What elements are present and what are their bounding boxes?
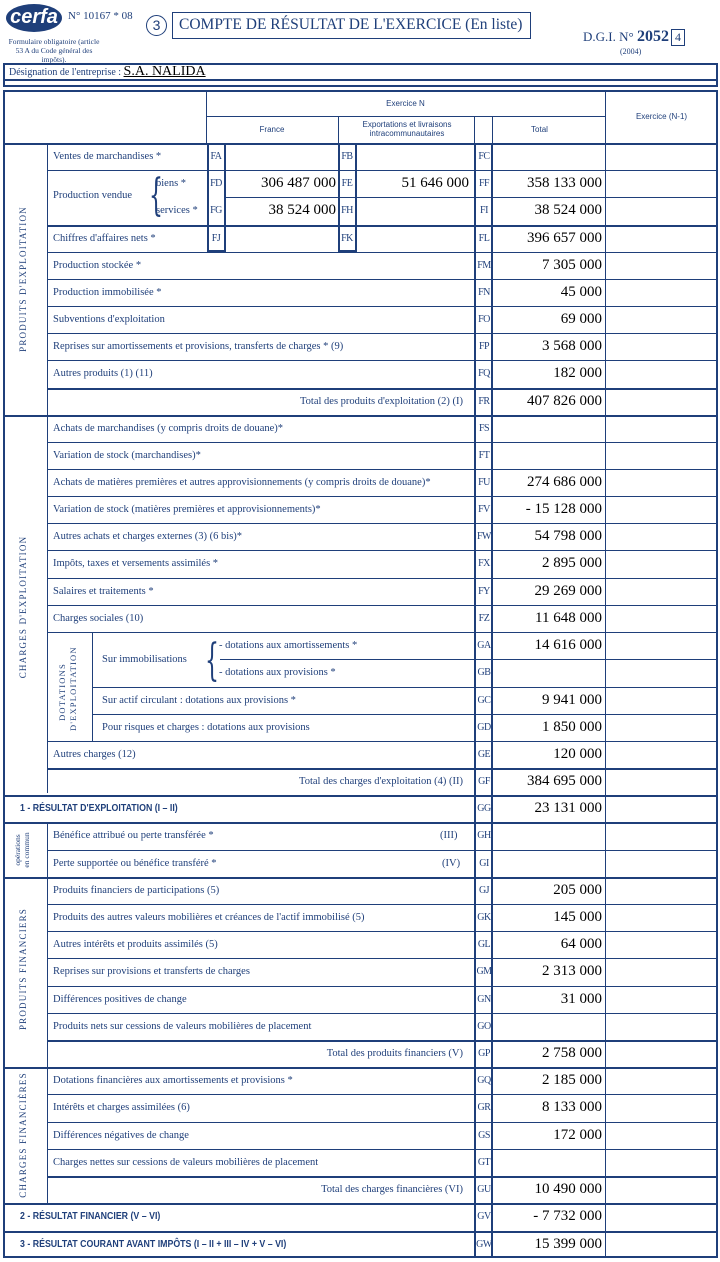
code-GL: GL (477, 939, 491, 950)
label-GF: Total des charges d'exploitation (4) (II) (299, 776, 463, 787)
form-number: N° 10167 * 08 (68, 10, 133, 22)
value-export-services[interactable] (357, 197, 469, 224)
label-FM: Production stockée * (53, 260, 142, 271)
code-GU: GU (477, 1184, 491, 1195)
value-export-ca[interactable] (357, 225, 469, 252)
section-charges-financieres: CHARGES FINANCIÈRES (18, 1072, 28, 1198)
page-number-circle: 3 (146, 15, 167, 36)
label-services: services * (156, 205, 198, 216)
value-total-GM[interactable]: 2 313 000 (542, 963, 602, 979)
value-total-FQ[interactable]: 182 000 (553, 365, 602, 381)
code-GP: GP (478, 1048, 490, 1059)
code-GV: GV (477, 1211, 491, 1222)
designation-extra-line (3, 79, 718, 87)
code-GF: GF (478, 776, 490, 787)
code-FX: FX (478, 558, 490, 569)
value-total-GD[interactable]: 1 850 000 (542, 719, 602, 735)
code-GT: GT (477, 1157, 491, 1168)
value-export-ventes[interactable] (357, 143, 469, 170)
value-total-GQ[interactable]: 2 185 000 (542, 1072, 602, 1088)
code-FT: FT (478, 450, 490, 461)
code-GB: GB (477, 667, 491, 678)
value-total-FZ[interactable]: 11 648 000 (535, 610, 602, 626)
code-FR: FR (478, 396, 490, 407)
row-line (47, 605, 718, 606)
dgi-box: 4 (671, 29, 685, 46)
code-FG: FG (210, 205, 222, 216)
value-total-GO[interactable] (493, 1013, 602, 1040)
roman-IV: (IV) (442, 858, 461, 869)
dgi-reference (583, 28, 685, 46)
value-france-biens[interactable]: 306 487 000 (261, 175, 336, 191)
label-GO: Produits nets sur cessions de valeurs mobilières de placement (53, 1021, 312, 1032)
label-FU: Achats de matières premières et autres approvisionnements (y compris droits de douane)* (53, 477, 431, 488)
header-export: Exportations et livraisons intracommunautaires (362, 120, 452, 138)
section-col-divider-2 (47, 823, 48, 1205)
label-GN: Différences positives de change (53, 994, 187, 1005)
value-total-GN[interactable]: 31 000 (560, 991, 602, 1007)
header-france: France (259, 125, 285, 134)
company-name[interactable]: S.A. NALIDA (123, 64, 206, 79)
brace-icon: { (205, 635, 219, 686)
label-GE: Autres charges (12) (53, 749, 136, 760)
value-total-GW[interactable]: 15 399 000 (534, 1236, 602, 1252)
code-GO: GO (477, 1021, 491, 1032)
code-FM: FM (477, 260, 491, 271)
operations-line1: opérations (13, 834, 22, 866)
value-total-GP[interactable]: 2 758 000 (542, 1045, 602, 1061)
label-FS: Achats de marchandises (y compris droits de douane)* (53, 423, 284, 434)
row-line (47, 632, 718, 633)
value-total-FY[interactable]: 29 269 000 (534, 583, 602, 599)
label-GB: - dotations aux provisions * (219, 667, 336, 678)
value-total-FC[interactable] (493, 143, 602, 170)
code-FY: FY (478, 586, 490, 597)
code-GJ: GJ (478, 885, 490, 896)
code-FQ: FQ (478, 368, 490, 379)
label-GQ: Dotations financières aux amortissements et provisions * (53, 1075, 293, 1086)
label-GC: Sur actif circulant : dotations aux provisions * (102, 695, 296, 706)
label-GG: 1 - RÉSULTAT D'EXPLOITATION (I – II) (20, 803, 178, 814)
label-GM: Reprises sur provisions et transferts de charges (53, 966, 250, 977)
brace-icon: { (149, 170, 163, 221)
label-GT: Charges nettes sur cessions de valeurs mobilières de placement (53, 1157, 319, 1168)
page-title (172, 12, 531, 39)
section-produits-financiers: PRODUITS FINANCIERS (18, 907, 28, 1031)
code-GK: GK (477, 912, 491, 923)
code-FJ: FJ (211, 233, 221, 244)
code-FH: FH (341, 205, 353, 216)
label-ventes: Ventes de marchandises * (53, 151, 162, 162)
value-france-ca[interactable] (226, 225, 336, 252)
section-charges-exploitation: CHARGES D'EXPLOITATION (18, 535, 28, 679)
value-total-GB[interactable] (493, 659, 602, 686)
value-total-GS[interactable]: 172 000 (553, 1127, 602, 1143)
value-total-GG[interactable]: 23 131 000 (534, 800, 602, 816)
label-GV: 2 - RÉSULTAT FINANCIER (V – VI) (20, 1211, 161, 1222)
label-GR: Intérêts et charges assimilées (6) (53, 1102, 190, 1113)
code-FL: FL (478, 233, 490, 244)
code-col-right (491, 143, 493, 1258)
value-total-GR[interactable]: 8 133 000 (542, 1099, 602, 1115)
label-FY: Salaires et traitements * (53, 586, 154, 597)
form-legal-note: Formulaire obligatoire (article 53 A du Code général des impôts). (8, 37, 100, 64)
code-FC: FC (478, 151, 490, 162)
code-FA: FA (210, 151, 222, 162)
label-FN: Production immobilisée * (53, 287, 162, 298)
value-total-GV[interactable]: - 7 732 000 (533, 1208, 602, 1224)
label-FP: Reprises sur amortissements et provisions, transferts de charges * (9) (53, 341, 344, 352)
label-FZ: Charges sociales (10) (53, 613, 144, 624)
value-total-GF[interactable]: 384 695 000 (527, 773, 602, 789)
value-total-FX[interactable]: 2 895 000 (542, 555, 602, 571)
value-total-FI[interactable]: 38 524 000 (534, 202, 602, 218)
code-FI: FI (480, 205, 488, 216)
value-total-FR[interactable]: 407 826 000 (527, 393, 602, 409)
label-FV: Variation de stock (matières premières et approvisionnements)* (53, 504, 321, 515)
section-dotations-exploitation (57, 646, 81, 731)
code-FP: FP (478, 341, 490, 352)
value-total-FP[interactable]: 3 568 000 (542, 338, 602, 354)
title-suffix: (En liste) (465, 16, 523, 33)
label-FX: Impôts, taxes et versements assimilés * (53, 558, 219, 569)
code-FU: FU (478, 477, 490, 488)
form-year: (2004) (620, 47, 642, 56)
label-production-vendue: Production vendue (53, 190, 133, 201)
value-total-FT[interactable] (493, 442, 602, 469)
value-total-GU[interactable]: 10 490 000 (534, 1181, 602, 1197)
header-exercice-n1: Exercice (N-1) (635, 112, 688, 121)
code-GI: GI (479, 858, 489, 869)
dgi-number: 2052 (636, 28, 669, 45)
label-GL: Autres intérêts et produits assimilés (5) (53, 939, 218, 950)
value-france-services[interactable]: 38 524 000 (268, 202, 336, 218)
code-FV: FV (478, 504, 490, 515)
label-FR: Total des produits d'exploitation (2) (I) (300, 396, 463, 407)
value-france-ventes[interactable] (226, 143, 336, 170)
code-FO: FO (478, 314, 490, 325)
code-FS: FS (478, 423, 490, 434)
operations-line2: en commun (22, 832, 31, 868)
label-FQ: Autres produits (1) (11) (53, 368, 153, 379)
code-FZ: FZ (478, 613, 490, 624)
code-FW: FW (477, 531, 491, 542)
value-total-GE[interactable]: 120 000 (553, 746, 602, 762)
code-GN: GN (477, 994, 491, 1005)
row-line (47, 252, 718, 253)
code-GR: GR (477, 1102, 491, 1113)
dotations-line2: D'EXPLOITATION (68, 646, 78, 731)
value-total-FL[interactable]: 396 657 000 (527, 230, 602, 246)
label-GI: Perte supportée ou bénéfice transféré * (53, 858, 217, 869)
value-total-FN[interactable]: 45 000 (560, 284, 602, 300)
value-total-GL[interactable]: 64 000 (560, 936, 602, 952)
value-total-FS[interactable] (493, 415, 602, 442)
header-total: Total (531, 125, 548, 134)
label-FW: Autres achats et charges externes (3) (6 bis)* (53, 531, 243, 542)
code-GS: GS (478, 1130, 490, 1141)
cerfa-logo: cerfa (6, 4, 62, 32)
code-GM: GM (476, 966, 492, 977)
value-total-GH[interactable] (493, 822, 602, 849)
value-total-GI[interactable] (493, 850, 602, 877)
value-total-FO[interactable]: 69 000 (560, 311, 602, 327)
code-FE: FE (341, 178, 353, 189)
code-GH: GH (477, 830, 491, 841)
label-GK: Produits des autres valeurs mobilières et créances de l'actif immobilisé (5) (53, 912, 365, 923)
label-ca-nets: Chiffres d'affaires nets * (53, 233, 156, 244)
header-exercice-n: Exercice N (386, 99, 425, 108)
row-line (47, 741, 718, 742)
code-GE: GE (477, 749, 491, 760)
code-FF: FF (478, 178, 490, 189)
value-total-FF[interactable]: 358 133 000 (527, 175, 602, 191)
label-GU: Total des charges financières (VI) (321, 1184, 463, 1195)
code-GG: GG (477, 803, 491, 814)
value-total-FU[interactable]: 274 686 000 (527, 474, 602, 490)
label-biens: biens * (156, 178, 187, 189)
roman-III: (III) (440, 830, 458, 841)
code-GQ: GQ (477, 1075, 491, 1086)
company-label: Désignation de l'entreprise : (9, 67, 122, 78)
code-GA: GA (477, 640, 491, 651)
value-total-GJ[interactable]: 205 000 (553, 882, 602, 898)
value-total-FV[interactable]: - 15 128 000 (525, 501, 602, 517)
label-GD: Pour risques et charges : dotations aux provisions (102, 722, 310, 733)
col-divider-n1 (605, 90, 606, 1258)
value-total-GA[interactable]: 14 616 000 (534, 637, 602, 653)
label-FT: Variation de stock (marchandises)* (53, 450, 201, 461)
code-FK: FK (341, 233, 353, 244)
header-divider (206, 116, 605, 117)
value-total-FW[interactable]: 54 798 000 (534, 528, 602, 544)
label-FO: Subventions d'exploitation (53, 314, 165, 325)
label-GH: Bénéfice attribué ou perte transférée * (53, 830, 214, 841)
code-GD: GD (477, 722, 491, 733)
dotations-divider (92, 632, 93, 741)
code-GW: GW (476, 1239, 492, 1250)
value-total-GK[interactable]: 145 000 (553, 909, 602, 925)
value-total-GT[interactable] (493, 1149, 602, 1176)
title-main: COMPTE DE RÉSULTAT DE L'EXERCICE (179, 16, 462, 33)
section-produits-exploitation: PRODUITS D'EXPLOITATION (18, 206, 28, 352)
row-line (605, 197, 718, 198)
label-GW: 3 - RÉSULTAT COURANT AVANT IMPÔTS (I – II + III – IV + V – VI) (20, 1239, 287, 1250)
value-total-FM[interactable]: 7 305 000 (542, 257, 602, 273)
code-FD: FD (210, 178, 222, 189)
label-GS: Différences négatives de change (53, 1130, 189, 1141)
dotations-line1: DOTATIONS (57, 663, 67, 721)
code-FB: FB (341, 151, 353, 162)
label-GJ: Produits financiers de participations (5) (53, 885, 220, 896)
code-FN: FN (478, 287, 490, 298)
section-col-divider-1 (47, 143, 48, 793)
value-total-GC[interactable]: 9 941 000 (542, 692, 602, 708)
label-GA: - dotations aux amortissements * (219, 640, 358, 651)
code-GC: GC (477, 695, 491, 706)
col-divider-france-export (338, 116, 339, 143)
dgi-prefix: D.G.I. N° (583, 29, 634, 44)
label-sur-immobilisations: Sur immobilisations (102, 654, 187, 665)
label-GP: Total des produits financiers (V) (326, 1048, 463, 1059)
value-export-biens[interactable]: 51 646 000 (401, 175, 469, 191)
